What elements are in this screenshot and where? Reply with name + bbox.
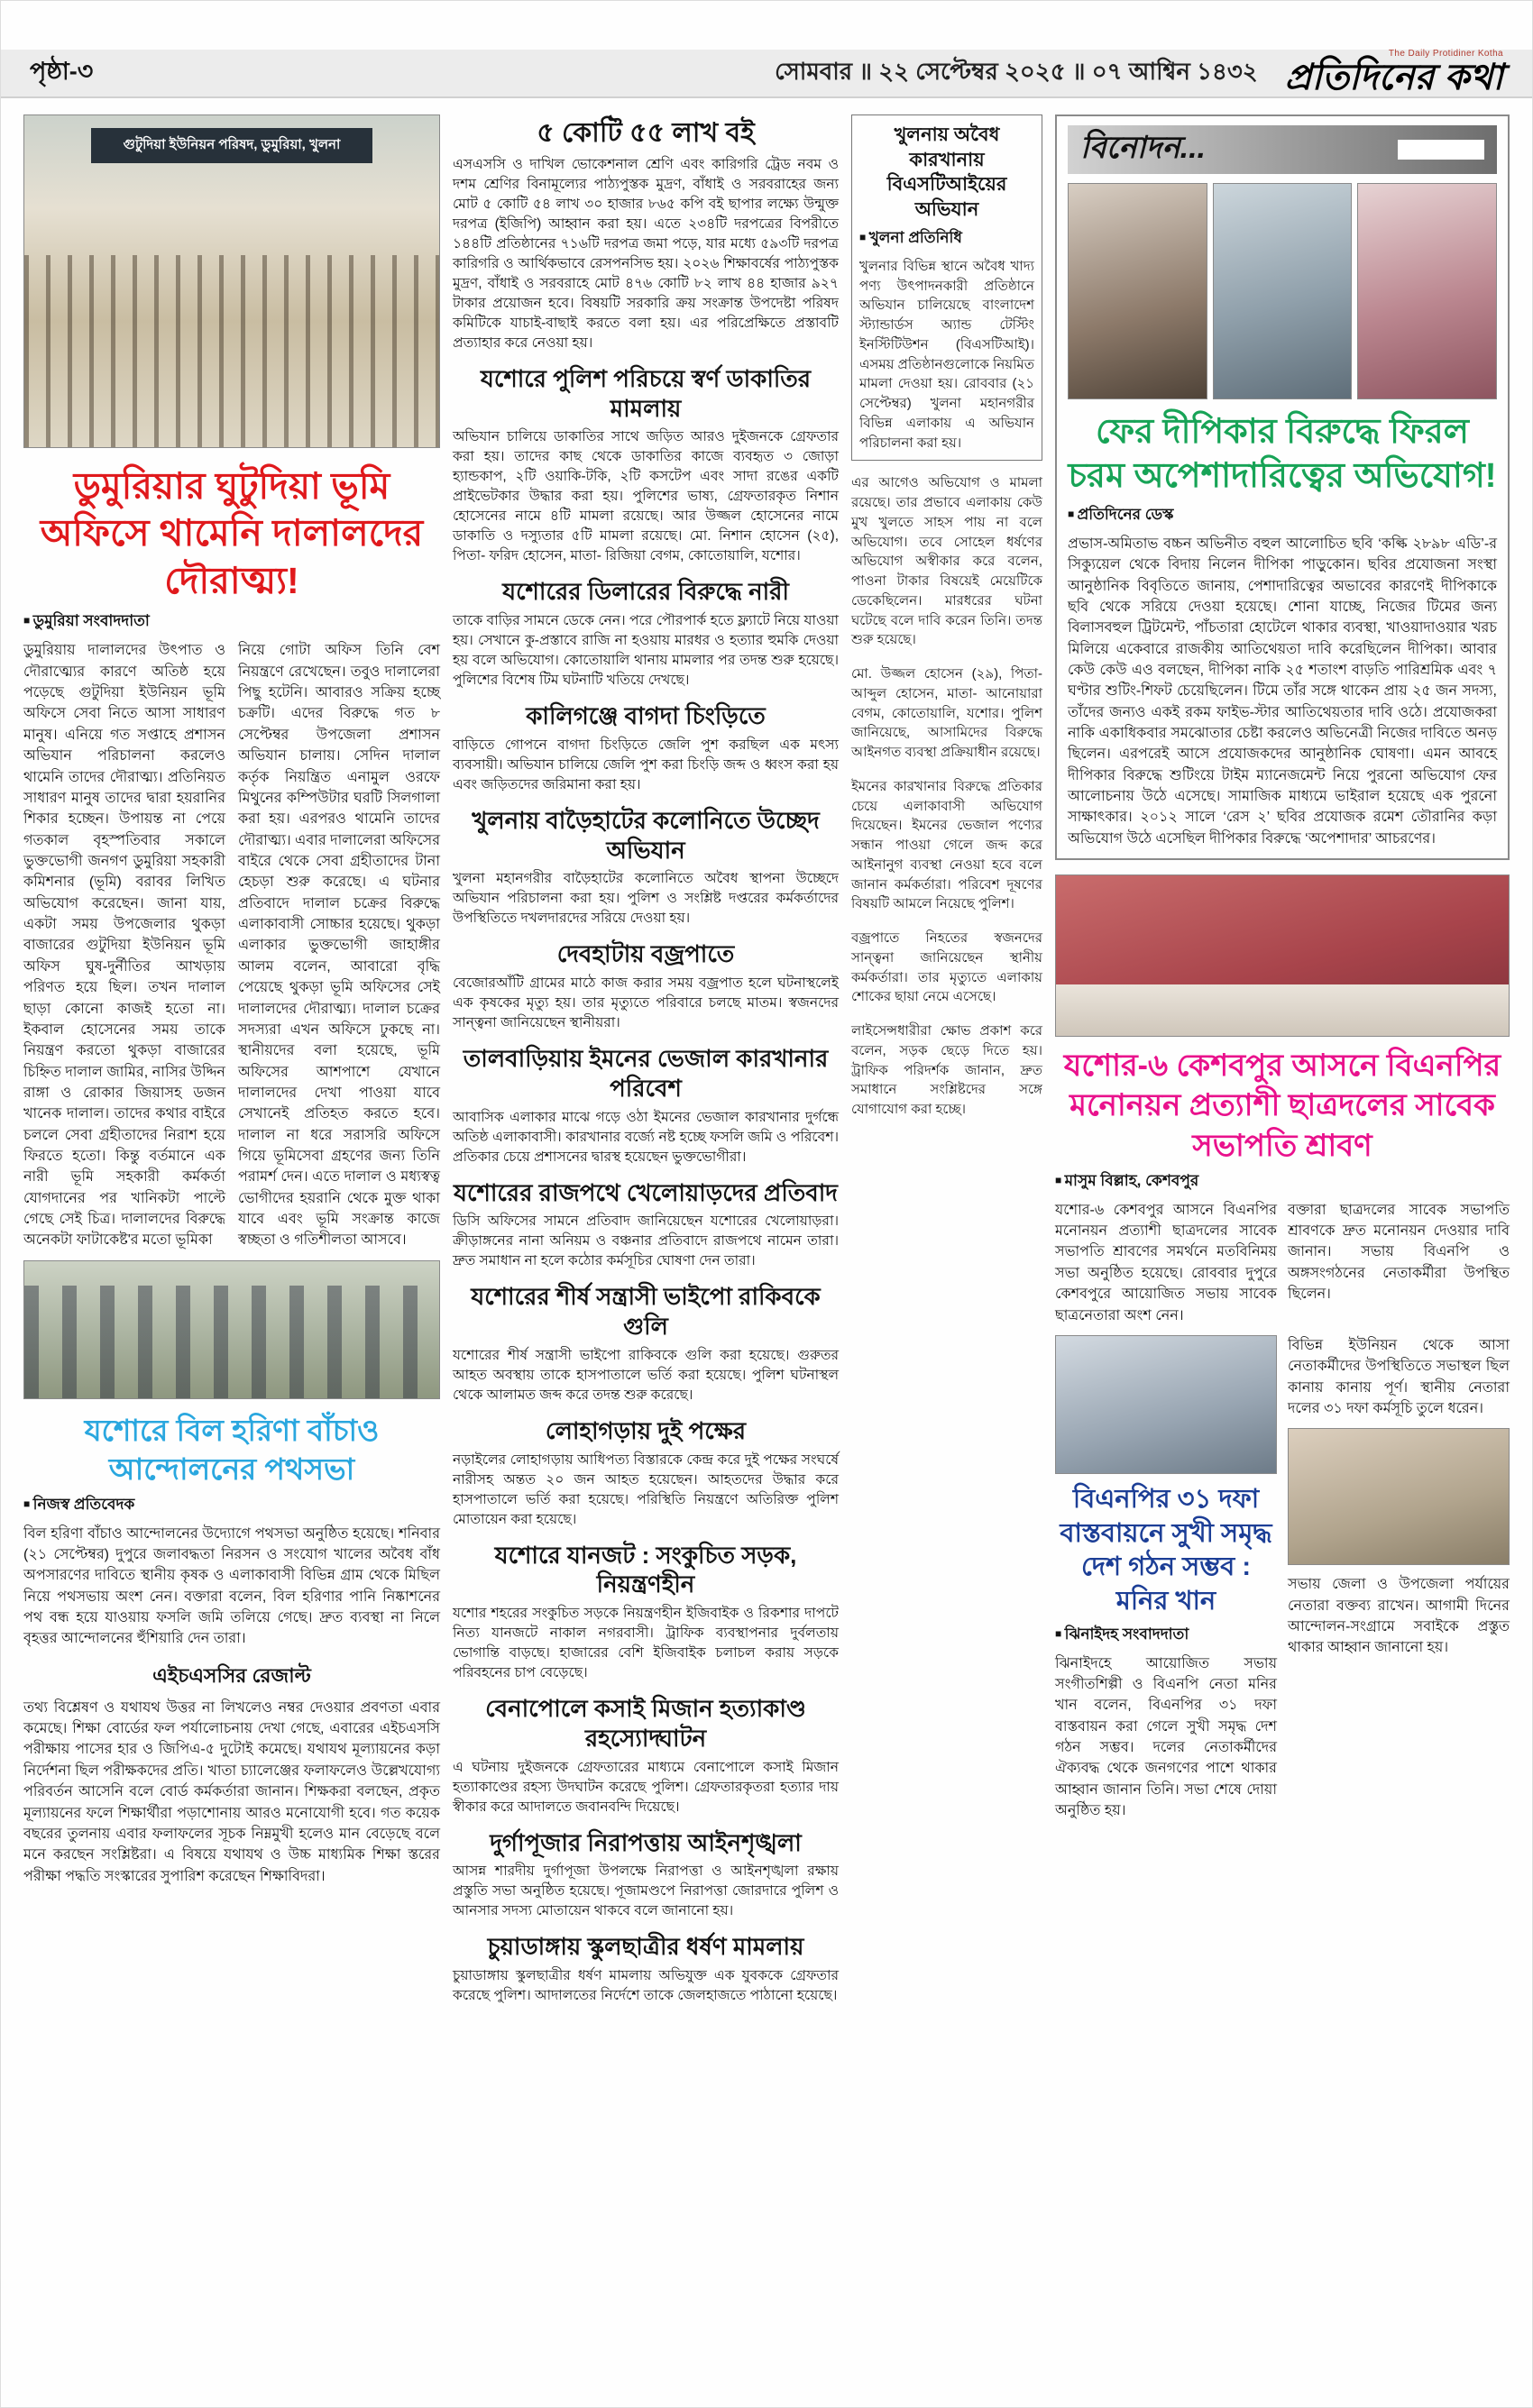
middle-article (453, 806, 839, 929)
article-headline: যশোরের ডিলারের বিরুদ্ধে নারী (502, 578, 789, 606)
middle-article (453, 701, 839, 795)
keshabpur-byline: ■ মাসুম বিল্লাহ, কেশবপুর (1055, 1169, 1510, 1195)
article-body: আসন্ন শারদীয় দুর্গাপূজা উপলক্ষে নিরাপত্তা ও আইনশৃঙ্খলা রক্ষায় প্রস্তুতি সভা অনুষ্ঠিত হয়েছে। পূজামণ্ডপে নিরাপত্তা জোরদারে পুলিশ ও আনসার সদস্য মোতায়েন থাকবে বলে জানানো হয়। (453, 1863, 839, 1919)
continuation-paragraph: বজ্রপাতে নিহতের স্বজনদের সান্ত্বনা জানিয়েছেন স্থানীয় কর্মকর্তারা। তার মৃত্যুতে এলাকায় শোকের ছায়া নেমে এসেছে। (851, 930, 1042, 1005)
entertainment-section-bar (1068, 125, 1497, 174)
land-office-photo (23, 114, 440, 448)
middle-article (453, 577, 839, 691)
continuation-paragraph: লাইসেন্সধারীরা ক্ষোভ প্রকাশ করে বলেন, সড়ক ছেড়ে দিতে হয়। ট্রাফিক পরিদর্শক জানান, দ্রুত সমাধানে সংশ্লিষ্টদের সঙ্গে যোগাযোগ করা হচ্ছে। (851, 1023, 1042, 1118)
article-body: যশোর শহরের সংকুচিত সড়কে নিয়ন্ত্রণহীন ইজিবাইক ও রিকশার দাপটে নিত্য যানজটে নাকাল নগরবাসী। ট্রাফিক ব্যবস্থাপনার দুর্বলতায় ভোগান্তি বাড়ছে। হাজারের বেশি ইজিবাইক চলাচল করায় সড়কে পরিবহনের চাপ বেড়েছে। (453, 1606, 839, 1681)
middle-article (453, 364, 839, 567)
article-headline: যশোরে পুলিশ পরিচয়ে স্বর্ণ ডাকাতির মামলায় (480, 364, 812, 422)
page-number: পৃষ্ঠা-৩ (30, 57, 94, 85)
keshabpur-body-col1: যশোর-৬ কেশবপুর আসনে বিএনপির মনোনয়ন প্রত্যাশী ছাত্রদলের সাবেক সভাপতি শ্রাবণের সমর্থনে মতবিনিময় সভা অনুষ্ঠিত হয়েছে। রোববার দুপুরে কেশবপুরে আয়োজিত সভায় সাবেক ছাত্রনেতারা অংশ নেন। (1055, 1202, 1277, 1323)
hsc-body: তথ্য বিশ্লেষণ ও যথাযথ উত্তর না লিখলেও নম্বর দেওয়ার প্রবণতা এবার কমেছে। শিক্ষা বোর্ডের ফল পর্যালোচনায় দেখা গেছে, এবারের এইচএসসি পরীক্ষায় পাসের হার ও জিপিএ-৫ দুটোই কমেছে। যথাযথ মূল্যায়নের কড়া নির্দেশনা ছিল পরীক্ষকদের প্রতি। খাতা চ্যালেঞ্জের ফলাফলেও উল্লেখযোগ্য পরিবর্তন আসেনি বলে বোর্ড কর্মকর্তারা জানান। শিক্ষকরা বলছেন, প্রকৃত মূল্যায়নের ফলে শিক্ষার্থীরা পড়াশোনায় আরও মনোযোগী হবে। গত কয়েক বছরের তুলনায় এবার ফলাফলের সূচক নিম্নমুখী হলেও মান বেড়েছে বলে মনে করছেন সংশ্লিষ্টরা। এ বিষয়ে যথাযথ ও উচ্চ মাধ্যমিক শিক্ষা স্তরের পরীক্ষা পদ্ধতি সংস্কারের সুপারিশ করেছেন শিক্ষাবিদরা। (23, 1699, 440, 1884)
middle-article (453, 1416, 839, 1530)
article-headline: দেবহাটায় বজ্রপাতে (556, 940, 735, 968)
middle-article (453, 1828, 839, 1922)
article-body: নড়াইলের লোহাগড়ায় আধিপত্য বিস্তারকে কেন্দ্র করে দুই পক্ষের সংঘর্ষে নারীসহ অন্তত ২০ জন আহত হয়েছেন। আহতদের উদ্ধার করে হাসপাতালে ভর্তি করা হয়েছে। পরিস্থিতি নিয়ন্ত্রণে অতিরিক্ত পুলিশ মোতায়েন করা হয়েছে। (453, 1451, 839, 1527)
middle-article (453, 1541, 839, 1684)
article-headline: চুয়াডাঙ্গায় স্কুলছাত্রীর ধর্ষণ মামলায় (487, 1933, 804, 1961)
deepika-photo-2 (1213, 183, 1353, 399)
bnp-crowd-photo (1288, 1428, 1510, 1565)
article-body: তাকে বাড়ির সামনে ডেকে নেন। পরে পৌরপার্ক হতে ফ্ল্যাটে নিয়ে যাওয়া হয়। সেখানে কু-প্রস্তাবে রাজি না হওয়ায় মারধর ও হত্যার হুমকি দেওয়া হয় বলে অভিযোগ। কোতোয়ালি থানায় মামলার পর তদন্ত শুরু হয়েছে। পুলিশের বিশেষ টিম ঘটনাটি খতিয়ে দেখছে। (453, 613, 839, 689)
lead-body-col1: ডুমুরিয়ায় দালালদের উৎপাত ও দৌরাত্ম্যের কারণে অতিষ্ঠ হয়ে পড়েছে গুটুদিয়া ইউনিয়ন ভূমি অফিসে সেবা নিতে আসা সাধারণ মানুষ। এনিয়ে গত সপ্তাহে প্রশাসন অভিযান পরিচালনা করলেও থামেনি তাদের দৌরাত্ম্য। প্রতিনিয়ত সাধারণ মানুষ তাদের দ্বারা হয়রানির শিকার হচ্ছেন। উপায়ন্ত না পেয়ে গতকাল বৃহস্পতিবার সকালে ভুক্তভোগী জনগণ ডুমুরিয়া সহকারী কমিশনার (ভূমি) বরাবর লিখিত অভিযোগ করেছেন। জানা যায়, একটা সময় উপজেলার থুকড়া বাজারের গুটুদিয়া ইউনিয়ন ভূমি অফিস ঘুষ-দুর্নীতির আখড়ায় পরিণত হয়ে ছিল। তখন দালাল ছাড়া কোনো কাজই হতো না। ইকবাল হোসেনের সময় তাকে নিয়ন্ত্রণ করতো থুকড়া বাজারের চিহ্নিত দালাল জামির, নাসির উদ্দিন রাঙ্গা ও রোকার জিয়াসহ ডজন খানেক দালাল। তাদের কথার বাইরে চললে সেবা গ্রহীতাদের নিরাশ হয়ে ফিরতে হতো। কিন্তু বর্তমানে এক নারী ভূমি সহকারী কর্মকর্তা যোগদানের পর খানিকটা পাল্টে গেছে সেই চিত্র। দালালদের বিরুদ্ধে অনেকটা ফাটাকেষ্ট'র মতো ভূমিকা (23, 643, 225, 1249)
middle-article (453, 939, 839, 1033)
keshabpur-body (1055, 1200, 1510, 1335)
masthead-logo (1285, 50, 1503, 97)
column-left (23, 114, 440, 2379)
column-right (1055, 114, 1510, 2379)
article-body: এসএসসি ও দাখিল ভোকেশনাল শ্রেণি এবং কারিগরি ট্রেড নবম ও দশম শ্রেণির বিনামূল্যের পাঠ্যপুস্তক মুদ্রণ, বাঁধাই ও সরবরাহের জন্য মোট ৫ কোটি ৫৪ লাখ ৩০ হাজার ৮৬৫ কপি বই ছাপার লক্ষ্যে উন্মুক্ত দরপত্র (ইজিপি) আহ্বান করা হয়। এতে ২৩৪টি দরপত্রের বিপরীতে ১৪৪টি প্রতিষ্ঠানের ৭১৬টি দরপত্র জমা পড়ে, যার মধ্যে ৫৯৩টি দরপত্র কারিগরি ও আর্থিকভাবে রেসপনসিভ হয়। ২০২৬ শিক্ষাবর্ষের পাঠ্যপুস্তক মুদ্রণ, বাঁধাই ও সরবরাহে মোট ৪৭৬ কোটি ৮২ লাখ ৪৪ হাজার ৯২৭ টাকার প্রয়োজন হবে। বিষয়টি সরকারি ক্রয় সংক্রান্ত উপদেষ্টা পরিষদ কমিটিকে যাচাই-বাছাই করতে বলা হয়। এর পরিপ্রেক্ষিতে প্রস্তাবটি প্রত্যাহার করে নেওয়া হয়। (453, 156, 839, 351)
middle-article (453, 1282, 839, 1405)
lead-body-col2: নিয়ে গোটা অফিস তিনি বেশ নিয়ন্ত্রণে রেখেছেন। তবুও দালালেরা পিছু হটেনি। আবারও সক্রিয় হচ্ছে চক্রটি। এদের বিরুদ্ধে গত ৮ সেপ্টেম্বর উপজেলা প্রশাসন অভিযান চালায়। সেদিন দালাল কর্তৃক নিয়ন্ত্রিত এনামুল ওরফে মিথুনের কম্পিউটার ঘরটি সিলগালা করা হয়। এরপরও থামেনি তাদের দৌরাত্ম্য। এবার দালালেরা অফিসের বাইরে থেকে সেবা গ্রহীতাদের টানা হেচড়া শুরু করেছে। এ ঘটনার প্রতিবাদে দালাল চক্রের বিরুদ্ধে এলাকাবাসী সোচ্চার হয়েছে। থুকড়া এলাকার ভুক্তভোগী জাহাঙ্গীর আলম বলেন, আবারো বৃদ্ধি পেয়েছে থুকড়া ভূমি অফিসের সেই দালালদের দৌরাত্ম্য। দালাল চক্রের সদস্যরা এখন অফিসে ঢুকছে না। স্থানীয়দের বলা হয়েছে, ভূমি অফিসের আশপাশে যেখানে দালালদের দেখা পাওয়া যাবে সেখানেই প্রতিহত করতে হবে। দালাল না ধরে সরাসরি অফিসে গিয়ে ভূমিসেবা গ্রহণের জন্য তিনি পরামর্শ দেন। এতে দালাল ও মধ্যস্বত্ব ভোগীদের হয়রানি থেকে মুক্ত থাকা যাবে এবং ভূমি সংক্রান্ত কাজে স্বচ্ছতা ও গতিশীলতা আসবে। (238, 643, 440, 1249)
date-line: সোমবার ॥ ২২ সেপ্টেম্বর ২০২৫ ॥ ০৭ আশ্বিন ১৪৩২ (775, 58, 1258, 85)
continuation-paragraph: ইমনের কারখানার বিরুদ্ধে প্রতিকার চেয়ে এলাকাবাসী অভিযোগ দিয়েছেন। ইমনের ভেজাল পণ্যের সন্ধান পাওয়া গেলে জব্দ করে আইনানুগ ব্যবস্থা নেওয়া হবে বলে জানান কর্মকর্তারা। পরিবেশ দূষণের বিষয়টি আমলে নিয়েছে পুলিশ। (851, 778, 1042, 912)
deepika-body: প্রভাস-অমিতাভ বচ্চন অভিনীত বহুল আলোচিত ছবি ‘কল্কি ২৮৯৮ এডি’-র সিক্যুয়েল থেকে বিদায় নিলেন দীপিকা পাড়ুকোন। ছবির প্রযোজনা সংস্থা আনুষ্ঠানিক বিবৃতিতে জানায়, পেশাদারিত্বের অভাবের কারণেই দীপিকাকে ছবি থেকে সরিয়ে দেওয়া হয়েছে। শোনা যাচ্ছে, নিজের টিমের জন্য বিলাসবহুল ট্রিটমেন্ট, পাঁচতারা হোটেলে থাকার ব্যবস্থা, খাওয়াদাওয়ার খরচ মিলিয়ে একেবারে রাজকীয় আতিথেয়তা দাবি করেছিলেন দীপিকা। আবার কেউ কেউ এও বলছেন, দীপিকা নাকি ২৫ শতাংশ বাড়তি পারিশ্রমিক এবং ৭ ঘণ্টার শুটিং-শিফট চেয়েছিলেন। টিমে তাঁর সঙ্গে থাকেন প্রায় ২৫ জন সদস্য, তাঁদের জন্যও একই রকম ফাইভ-স্টার আতিথেয়তার দাবি ওঠে। প্রযোজকরা নাকি একাধিকবার সমঝোতার চেষ্টা করলেও অভিনেত্রী নিজের দাবিতে অনড় ছিলেন। এরপরেই আসে প্রযোজকদের আনুষ্ঠানিক ঘোষণা। এমন আবহে দীপিকার বিরুদ্ধে শুটিংয়ে টাইম ম্যানেজমেন্ট নিয়ে পুরনো অভিযোগ ফের আলোচনায় উঠে এসেছে। সামাজিক মাধ্যমে ভাইরাল হয়েছে এক পুরনো সাক্ষাৎকার। ২০১২ সালে ‘রেস ২’ ছবির প্রযোজক রমেশ তৌরানির কড়া অভিযোগ উঠে এসেছিল দীপিকার বিরুদ্ধে ‘অপেশাদার’ আচরণের। (1068, 536, 1497, 847)
bsti-byline: ■ খুলনা প্রতিনিধি (859, 226, 1034, 252)
column-side (851, 114, 1042, 2379)
entertainment-box (1055, 114, 1510, 860)
deepika-byline: ■ প্রতিদিনের ডেস্ক (1068, 503, 1497, 528)
deepika-headline: ফের দীপিকার বিরুদ্ধে ফিরল চরম অপেশাদারিত্বের অভিযোগ! (1068, 413, 1497, 496)
middle-article (453, 116, 839, 353)
page-content (1, 98, 1532, 2379)
article-headline: যশোরের শীর্ষ সন্ত্রাসী ভাইপো রাকিবকে গুলি (471, 1283, 821, 1341)
bnp-gathering-photo (1055, 1335, 1277, 1474)
article-headline: ৫ কোটি ৫৫ লাখ বই (537, 118, 755, 148)
hsc-subhead: এইচএসসির রেজাল্ট (152, 1663, 311, 1687)
lead-headline: ডুমুরিয়ার ঘুটুদিয়া ভূমি অফিসে থামেনি দালালদের দৌরাত্ম্য! (40, 465, 424, 601)
article-headline: তালবাড়িয়ায় ইমনের ভেজাল কারখানার পরিবেশ (463, 1045, 829, 1102)
article-headline: খুলনায় বাড়ৈহাটের কলোনিতে উচ্ছেদ অভিযান (472, 806, 820, 864)
bsti-headline: খুলনায় অবৈধ কারখানায় বিএসটিআইয়ের অভিযান (886, 124, 1007, 221)
article-body: আবাসিক এলাকার মাঝে গড়ে ওঠা ইমনের ভেজাল কারখানার দুর্গন্ধে অতিষ্ঠ এলাকাবাসী। কারখানার বর্জ্যে নষ্ট হচ্ছে ফসলি জমি ও পরিবেশ। প্রতিকার চেয়ে প্রশাসনের দ্বারস্থ হয়েছেন ভুক্তভোগীরা। (453, 1109, 839, 1165)
bil-harina-headline: যশোরে বিল হরিণা বাঁচাও আন্দোলনের পথসভা (84, 1413, 380, 1486)
bsti-box-article (851, 114, 1042, 461)
bil-harina-byline: ■ নিজস্ব প্রতিবেদক (23, 1493, 440, 1518)
column-middle (453, 114, 839, 2379)
article-headline: দুর্গাপূজার নিরাপত্তায় আইনশৃঙ্খলা (490, 1828, 802, 1856)
keshabpur-meeting-photo (1055, 874, 1510, 1037)
header-right (775, 50, 1503, 97)
article-body: বাড়িতে গোপনে বাগদা চিংড়িতে জেলি পুশ করছিল এক মৎস্য ব্যবসায়ী। অভিযান চালিয়ে জেলি পুশ করা চিংড়ি জব্দ ও ধ্বংস করা হয় এবং জড়িতদের জরিমানা করা হয়। (453, 737, 839, 792)
entertainment-bar-chip (1398, 140, 1484, 160)
bnp31-byline: ■ ঝিনাইদহ সংবাদদাতা (1055, 1623, 1277, 1648)
article-body: চুয়াডাঙ্গায় স্কুলছাত্রীর ধর্ষণ মামলায় অভিযুক্ত এক যুবককে গ্রেফতার করেছে পুলিশ। আদালতের নির্দেশে তাকে জেলহাজতে পাঠানো হয়েছে। (453, 1968, 839, 2004)
deepika-photo-3 (1357, 183, 1497, 399)
middle-article (453, 1932, 839, 2006)
bsti-body: খুলনার বিভিন্ন স্থানে অবৈধ খাদ্য পণ্য উৎপাদনকারী প্রতিষ্ঠানে অভিযান চালিয়েছে বাংলাদেশ স্ট্যান্ডার্ডস অ্যান্ড টেস্টিং ইনস্টিটিউশন (বিএসটিআই)। এসময় প্রতিষ্ঠানগুলোকে নিয়মিত মামলা দেওয়া হয়। রোববার (২১ সেপ্টেম্বর) খুলনা মহানগরীর বিভিন্ন এলাকায় এ অভিযান পরিচালনা করা হয়। (859, 258, 1034, 451)
bnp31-headline: বিএনপির ৩১ দফা বাস্তবায়নে সুখী সমৃদ্ধ দেশ গঠন সম্ভব : মনির খান (1060, 1484, 1272, 1616)
article-body: বেজোরআঁটি গ্রামের মাঠে কাজ করার সময় বজ্রপাত হলে ঘটনাস্থলেই এক কৃষকের মৃত্যু হয়। তার মৃত্যুতে পরিবারে চলছে মাতম। স্বজনদের সান্ত্বনা জানিয়েছেন স্থানীয়রা। (453, 975, 839, 1031)
continuation-paragraph: এর আগেও অভিযোগ ও মামলা রয়েছে। তার প্রভাবে এলাকায় কেউ মুখ খুলতে সাহস পায় না বলে অভিযোগ। তবে সোহেল ধর্ষণের অভিযোগ অস্বীকার করে বলেন, পাওনা টাকার বিষয়েই মেয়েটিকে ডেকেছিলেন। মারধরের ঘটনা ঘটেছে বলে দাবি করেন তিনি। তদন্ত শুরু হয়েছে। (851, 475, 1042, 648)
article-body: খুলনা মহানগরীর বাড়ৈহাটের কলোনিতে অবৈধ স্থাপনা উচ্ছেদে অভিযান পরিচালনা করা হয়। পুলিশ ও সংশ্লিষ্ট দপ্তরের কর্মকর্তাদের উপস্থিতিতে দখলদারদের সরিয়ে দেওয়া হয়। (453, 871, 839, 927)
middle-article (453, 1044, 839, 1167)
article-body: যশোরের শীর্ষ সন্ত্রাসী ভাইপো রাকিবকে গুলি করা হয়েছে। গুরুতর আহত অবস্থায় তাকে হাসপাতালে ভর্তি করা হয়েছে। পুলিশ ঘটনাস্থল থেকে আলামত জব্দ করে তদন্ত শুরু করেছে। (453, 1347, 839, 1403)
article-body: অভিযান চালিয়ে ডাকাতির সাথে জড়িত আরও দুইজনকে গ্রেফতার করা হয়। তাদের কাছ থেকে ডাকাতির কাজে ব্যবহৃত ৩ জোড়া হ্যান্ডকাপ, ২টি ওয়াকি-টকি, ২টি কসটেপ এবং সাদা রঙের একটি প্রাইভেটকার উদ্ধার করা হয়। পুলিশের ভাষ্য, গ্রেফতারকৃত নিশান হোসেনের নামে ৪টি মামলা রয়েছে। আর উজ্জল হোসেনের নামে ডাকাতি ও দস্যুতার ৫টি মামলা রয়েছে। মো. নিশান হোসেন (২৫), পিতা- ফরিদ হোসেন, মাতা- রিজিয়া বেগম, কোতোয়ালি, যশোর। (453, 429, 839, 564)
continuation-paragraph: মো. উজ্জল হোসেন (২৯), পিতা- আব্দুল হোসেন, মাতা- আনোয়ারা বেগম, কোতোয়ালি, যশোর। পুলিশ জানিয়েছে, আসামিদের বিরুদ্ধে আইনগত ব্যবস্থা প্রক্রিয়াধীন রয়েছে। (851, 666, 1042, 761)
bil-harina-body: বিল হরিণা বাঁচাও আন্দোলনের উদ্যোগে পথসভা অনুষ্ঠিত হয়েছে। শনিবার (২১ সেপ্টেম্বর) দুপুরে জলাবদ্ধতা নিরসন ও সংযোগ খালের অবৈধ বাঁধ অপসারণের দাবিতে স্থানীয় কৃষক ও এলাকাবাসী বিভিন্ন গ্রাম থেকে মিছিল নিয়ে পথসভায় অংশ নেন। বক্তারা বলেন, বিল হরিণার পানি নিষ্কাশনের পথ বন্ধ হয়ে যাওয়ায় ফসলি জমি তলিয়ে গেছে। দ্রুত ব্যবস্থা না নিলে বৃহত্তর আন্দোলনের হুঁশিয়ারি দেন তারা। (23, 1525, 440, 1647)
deepika-photo-1 (1068, 183, 1207, 399)
article-headline: বেনাপোলে কসাই মিজান হত্যাকাণ্ড রহস্যোদ্ঘাটন (485, 1695, 806, 1752)
middle-article (453, 1178, 839, 1272)
masthead-bengali: প্রতিদিনের কথা (1284, 58, 1503, 98)
bnp-right-subcolumn (1288, 1335, 1510, 1831)
lead-byline: ■ ডুমুরিয়া সংবাদদাতা (23, 609, 440, 635)
bnp-extra-paragraph: সভায় জেলা ও উপজেলা পর্যায়ের নেতারা বক্তব্য রাখেন। আগামী দিনের আন্দোলন-সংগ্রামে সবাইকে প্রস্তুত থাকার আহ্বান জানানো হয়। (1288, 1577, 1510, 1656)
deepika-photo-strip (1068, 183, 1497, 399)
bnp-left-subcolumn (1055, 1335, 1277, 1831)
article-headline: যশোরে যানজট : সংকুচিত সড়ক, নিয়ন্ত্রণহীন (494, 1541, 797, 1598)
page-header (1, 50, 1532, 98)
bnp31-body: ঝিনাইদহে আয়োজিত সভায় সংগীতশিল্পী ও বিএনপি নেতা মনির খান বলেন, বিএনপির ৩১ দফা বাস্তবায়ন করা গেলে সুখী সমৃদ্ধ দেশ গঠন সম্ভব। দলের নেতাকর্মীদের ঐক্যবদ্ধ থেকে জনগণের পাশে থাকার আহ্বান জানান তিনি। সভা শেষে দোয়া অনুষ্ঠিত হয়। (1055, 1655, 1277, 1819)
article-headline: লোহাগড়ায় দুই পক্ষের (545, 1416, 747, 1444)
masthead-english: The Daily Protidiner Kotha (1388, 48, 1503, 59)
keshabpur-headline: যশোর-৬ কেশবপুর আসনে বিএনপির মনোনয়ন প্রত্যাশী ছাত্রদলের সাবেক সভাপতি শ্রাবণ (1063, 1048, 1501, 1163)
article-headline: যশোরের রাজপথে খেলোয়াড়দের প্রতিবাদ (454, 1178, 838, 1206)
lead-body (23, 640, 440, 1250)
bnp-section (1055, 1335, 1510, 1831)
bnp-extra-paragraph: বিভিন্ন ইউনিয়ন থেকে আসা নেতাকর্মীদের উপস্থিতিতে সভাস্থল ছিল কানায় কানায় পূর্ণ। স্থানীয় নেতারা দলের ৩১ দফা কর্মসূচি তুলে ধরেন। (1288, 1337, 1510, 1416)
entertainment-section-label: বিনোদন... (1080, 130, 1206, 165)
article-headline: কালিগঞ্জে বাগদা চিংড়িতে (526, 702, 766, 730)
article-body: এ ঘটনায় দুইজনকে গ্রেফতারের মাধ্যমে বেনাপোলে কসাই মিজান হত্যাকাণ্ডের রহস্য উদঘাটন করেছে পুলিশ। গ্রেফতারকৃতরা হত্যার দায় স্বীকার করে আদালতে জবানবন্দি দিয়েছে। (453, 1759, 839, 1815)
middle-article (453, 1694, 839, 1817)
keshabpur-body-col2: বক্তারা ছাত্রদলের সাবেক সভাপতি শ্রাবণকে দ্রুত মনোনয়ন দেওয়ার দাবি জানান। সভায় বিএনপি ও অঙ্গসংগঠনের নেতাকর্মীরা উপস্থিত ছিলেন। (1288, 1202, 1510, 1303)
rally-photo (23, 1260, 440, 1399)
land-office-sign: গুটুদিয়া ইউনিয়ন পরিষদ, ডুমুরিয়া, খুলনা (91, 128, 373, 163)
article-body: ডিসি অফিসের সামনে প্রতিবাদ জানিয়েছেন যশোরের খেলোয়াড়রা। ক্রীড়াঙ্গনের নানা অনিয়ম ও বঞ্চনার প্রতিবাদে রাজপথে নামেন তারা। দ্রুত সমাধান না হলে কঠোর কর্মসূচির ঘোষণা দেন তারা। (453, 1213, 839, 1269)
